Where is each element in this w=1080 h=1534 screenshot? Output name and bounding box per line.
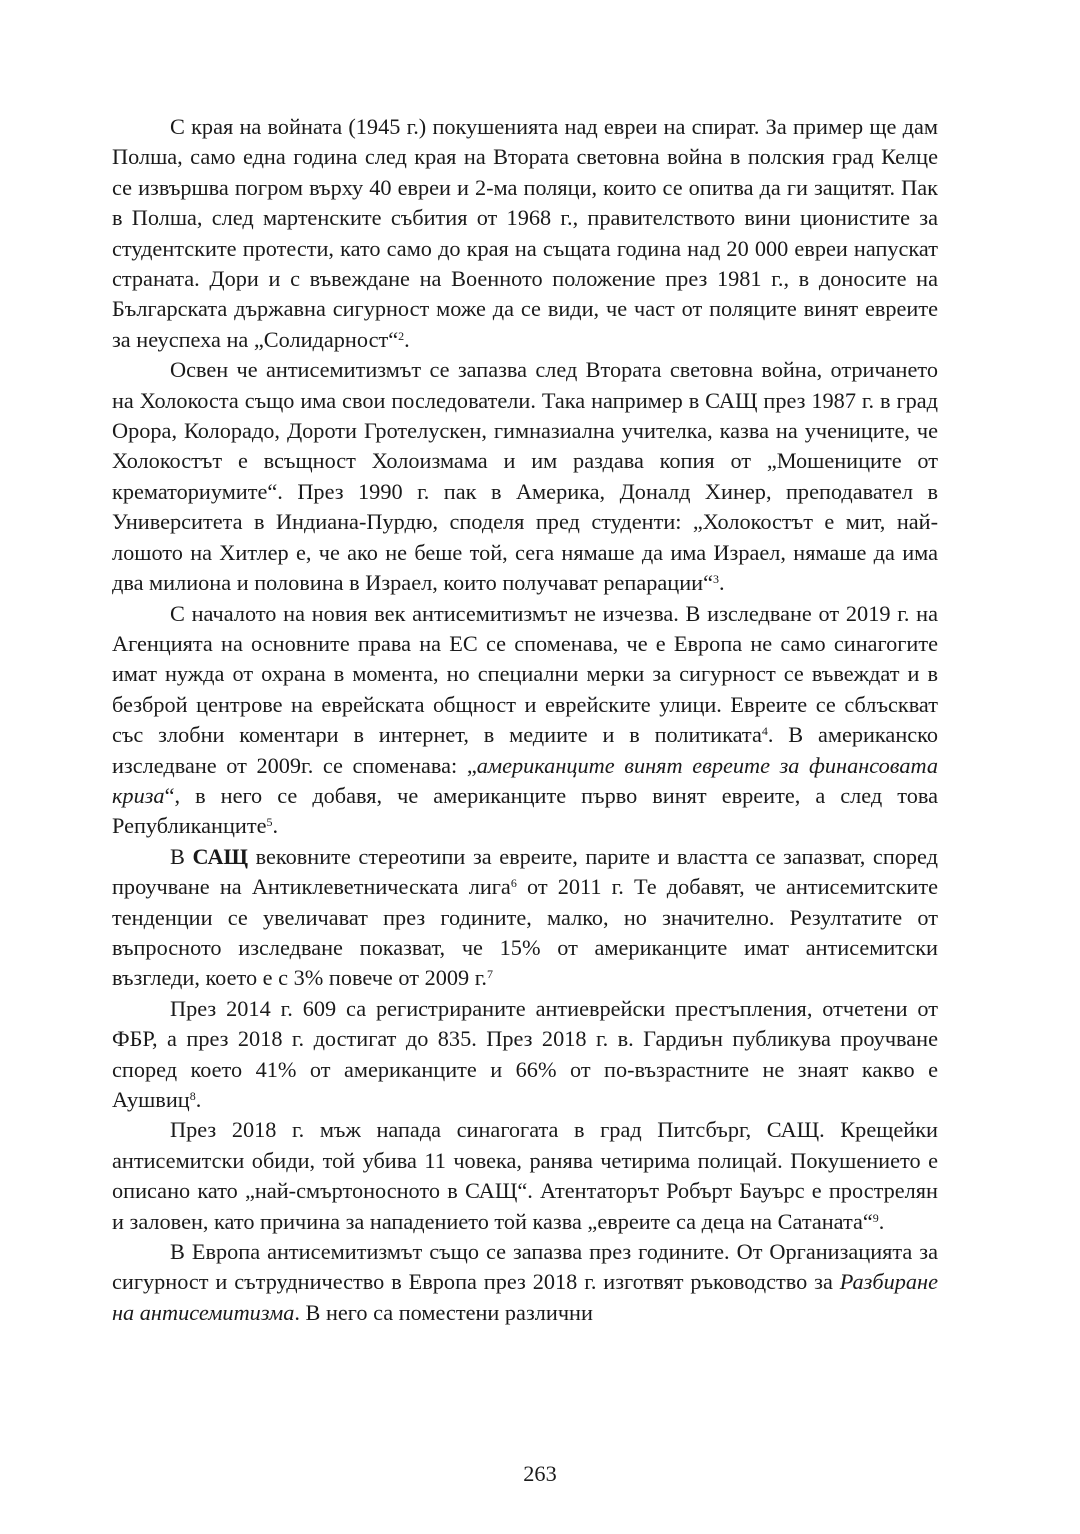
text-run: “, в него се добавя, че американците първо винят евреите, а след това Републиканците — [112, 782, 938, 839]
paragraph — [112, 112, 938, 355]
paragraph — [112, 599, 938, 842]
text-run: Освен че антисемитизмът се запазва след Втората световна война, отричането на Холокоста също има свои последователи. Така например в САЩ през 1987 г. в град Орора, Колорадо, Дороти Гротелускен, гимназиална учителка, казва на учениците, че Холокостът е всъщност Холоизмама и им раздава копия от „Мошениците от крематориумите“. През 1990 г. пак в Америка, Доналд Хинер, преподавател в Университета в Индиана-Пурдю, споделя пред студенти: „Холокостът е мит, най-лошото на Хитлер е, че ако не беше той, сега нямаше да има Израел, нямаше да има два милиона и половина в Израел, които получават репарации“ — [112, 357, 938, 596]
footnote-ref: 9 — [872, 1210, 879, 1225]
text-run: През 2018 г. мъж напада синагогата в град Питсбърг, САЩ. Крещейки антисемитски обиди, той убива 11 човека, ранява четирима полицай. Покушението е описано като „най-смъртоносното в САЩ“. Атентаторът Робърт Бауърс е прострелян и заловен, като причина за нападението той казва „евреите са деца на Сатаната“ — [112, 1117, 938, 1234]
paragraph — [112, 994, 938, 1116]
text-run: вековните стереотипи за евреите, парите и властта се запазват, според проучване на Антиклеветническата лига — [112, 843, 938, 900]
paragraph — [112, 842, 938, 994]
footnote-ref: 2 — [398, 328, 405, 343]
text-run: През 2014 г. 609 са регистрираните антиеврейски престъпления, отчетени от ФБР, а през 2018 г. достигат до 835. През 2018 г. в. Гардиън публикува проучване според което 41% от американците и 66% от по-възрастните не знаят какво е Аушвиц — [112, 995, 938, 1112]
text-run: . — [195, 1087, 202, 1112]
text-run: В — [170, 843, 193, 869]
text-run: . — [718, 570, 725, 596]
text-run: С началото на новия век антисемитизмът не изчезва. В изследване от 2019 г. на Агенцията на основните права на ЕС се споменава, че е Европа не само синагогите имат нужда от охрана в момента, но специални мерки за сигурност се въвеждат и в безброй центрове на еврейската общност и еврейските улици. Евреите се сблъскват със злобни коментари в интернет, в медиите и в политиката — [112, 600, 938, 748]
paragraph — [112, 355, 938, 598]
page-number: 263 — [523, 1461, 557, 1486]
text-run: . В него са поместени различни — [294, 1299, 593, 1325]
text-run: . — [272, 813, 279, 839]
footnote-ref: 8 — [189, 1089, 196, 1103]
footnote-ref: 6 — [510, 876, 517, 891]
text-run: В Европа антисемитизмът също се запазва през годините. От Организацията за сигурност и сътрудничество в Европа през 2018 г. изготвят ръководство за — [112, 1239, 938, 1295]
paragraph — [112, 1237, 938, 1328]
text-run: С края на войната (1945 г.) покушенията над евреи на спират. За пример ще дам Полша, само една година след края на Втората световна война в полския град Келце се извършва погром върху 40 евреи и 2-ма поляци, които се опитва да ги защитят. Пак в Полша, след мартенските събития от 1968 г., правителството вини ционистите за студентските протести, като само до края на същата година над 20 000 евреи напускат страната. Дори и с въвеждане на Военното положение през 1981 г., в доносите на Българската държавна сигурност може да се види, че част от поляците винят евреите за неуспеха на „Солидарност“ — [112, 114, 938, 352]
footnote-ref: 5 — [266, 815, 273, 830]
footnote-ref: 3 — [712, 572, 719, 587]
paragraph — [112, 1115, 938, 1237]
text-run: . В американско изследване от 2009г. се споменава: „ — [112, 722, 938, 778]
footnote-ref: 4 — [761, 724, 768, 739]
text-run: от 2011 г. Те добавят, че антисемитските тенденции се увеличават през годините, малко, но значително. Резултатите от въпросното изследване показват, че 15% от американците имат антисемитски възгледи, което е с 3% повече от 2009 г. — [112, 874, 938, 991]
italic-text: американците винят евреите за финансовата криза — [112, 752, 938, 808]
footnote-ref: 7 — [486, 967, 493, 982]
text-run: . — [404, 326, 410, 352]
italic-text: Разбиране на антисемитизма — [112, 1269, 938, 1325]
page-body — [112, 112, 938, 1328]
bold-text: САЩ — [192, 843, 249, 869]
text-run: . — [878, 1208, 885, 1234]
